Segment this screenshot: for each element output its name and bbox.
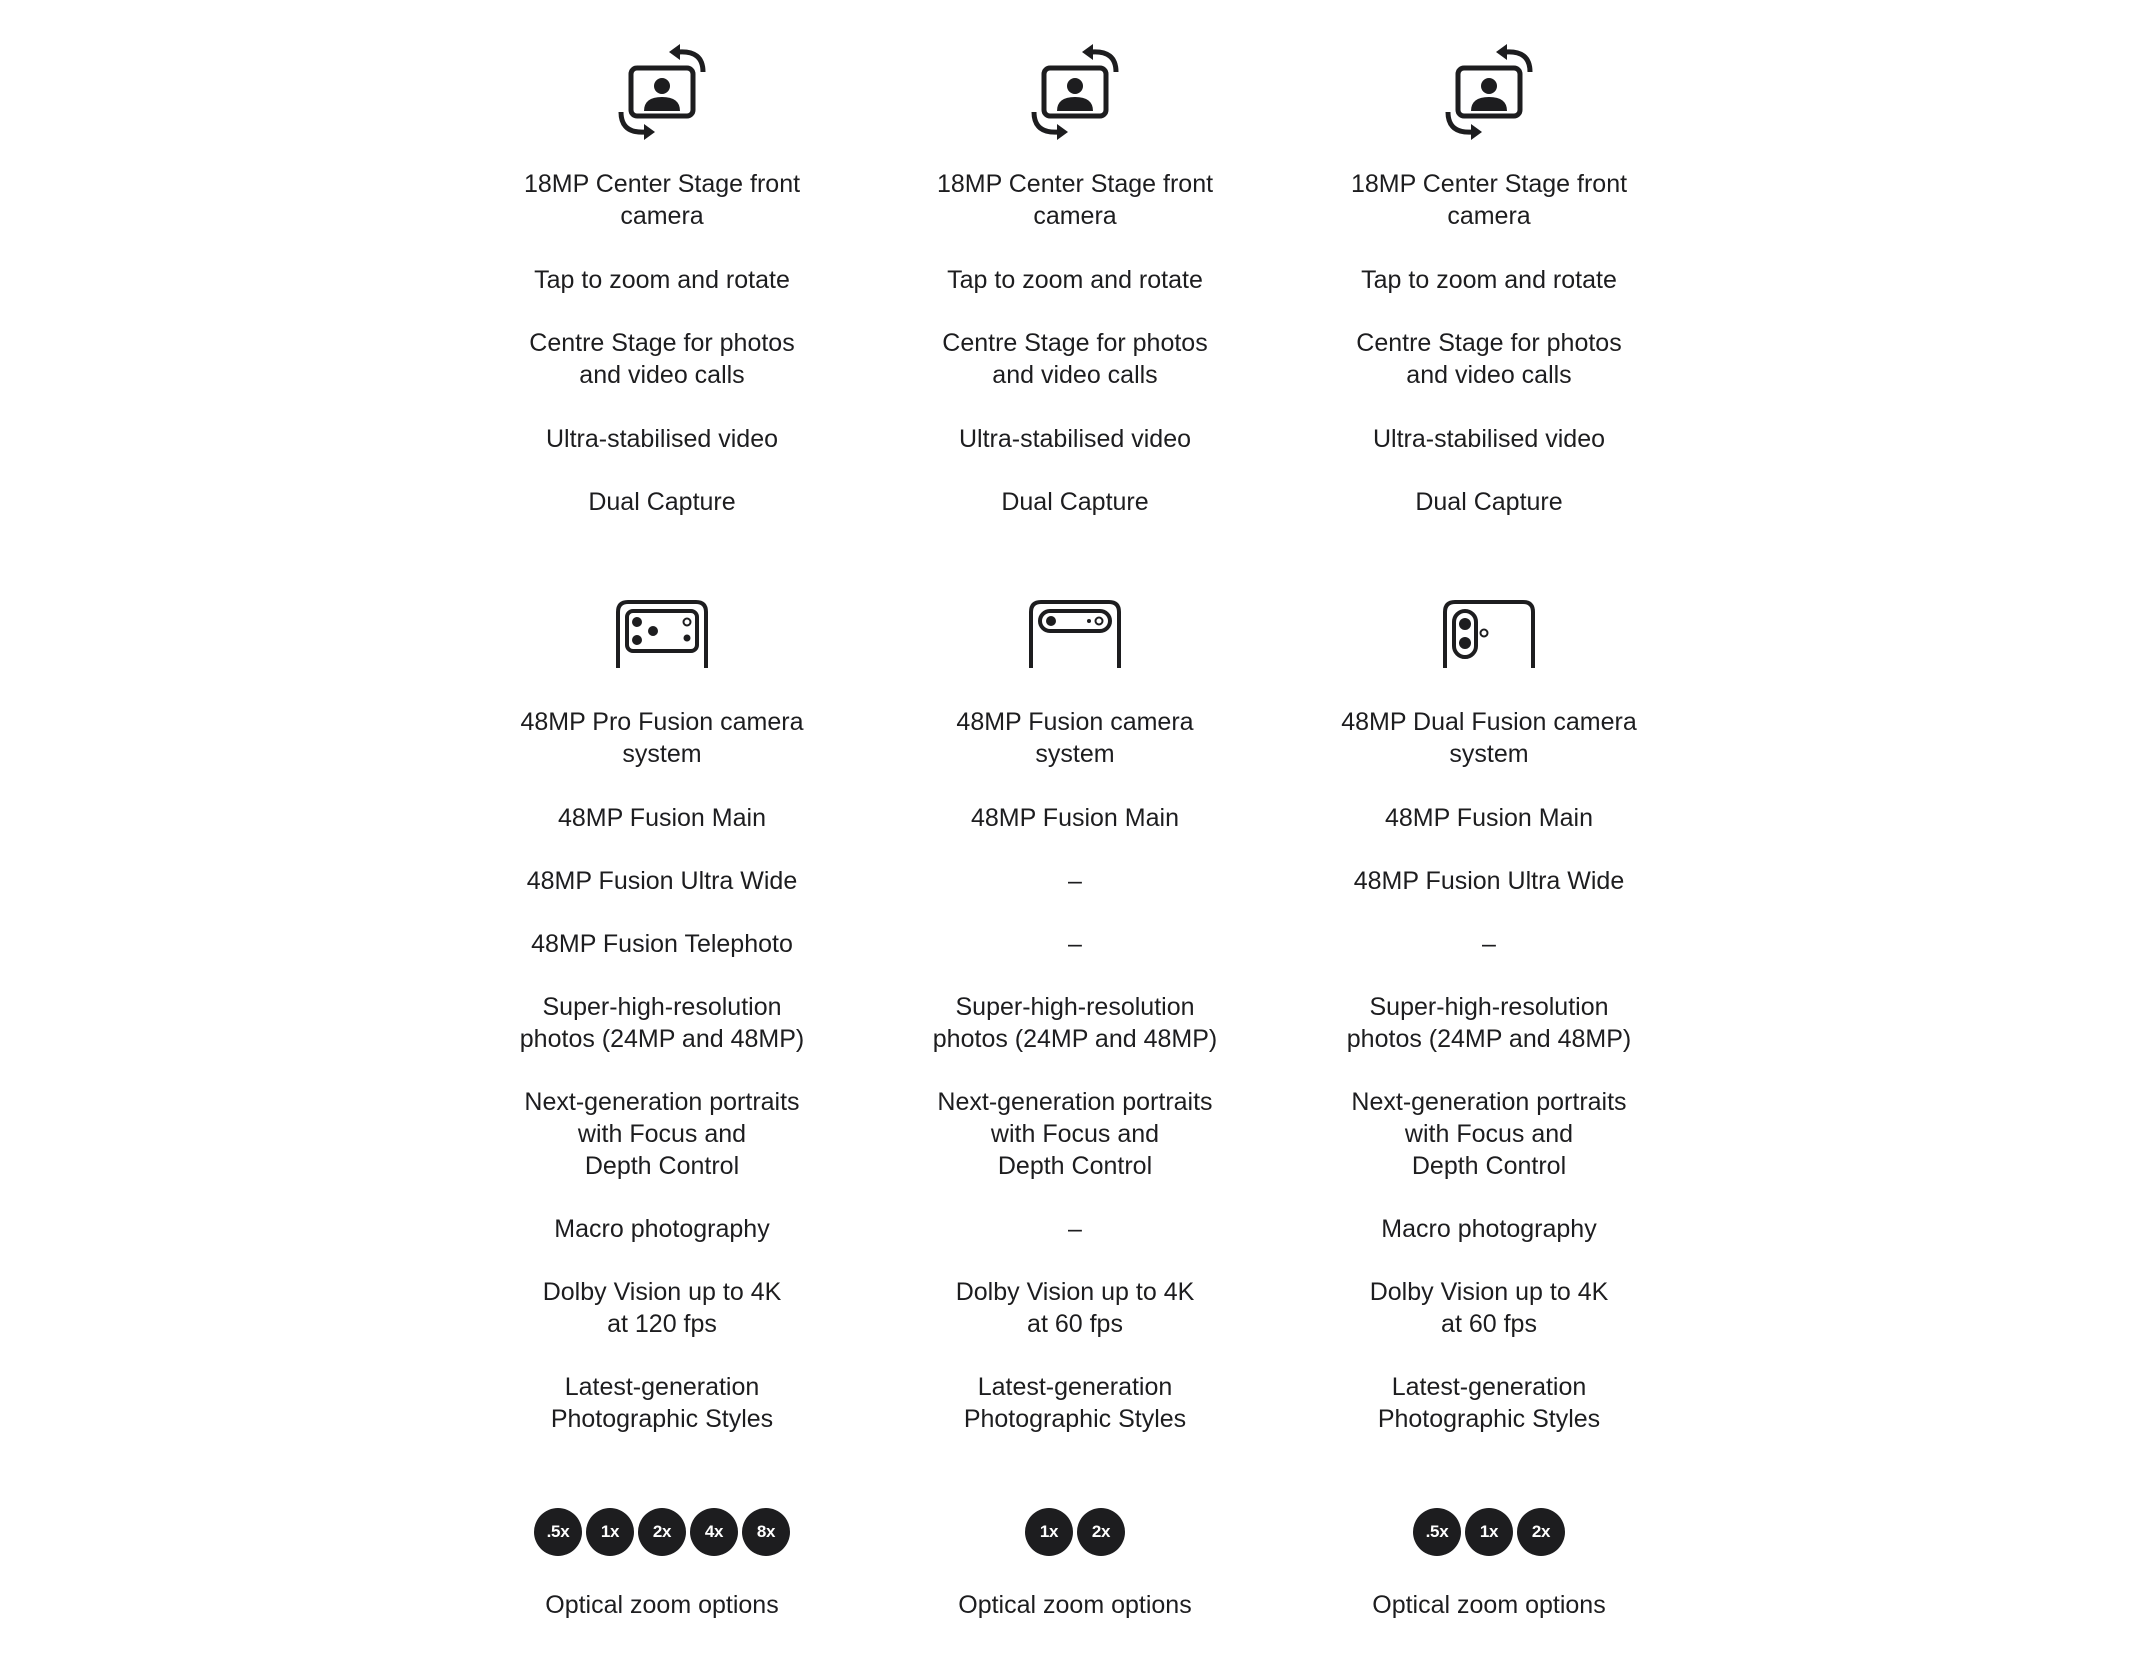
zoom-option: 2x — [638, 1508, 686, 1556]
rear-feature-macro: Macro photography — [1381, 1215, 1597, 1243]
zoom-options-label: Optical zoom options — [958, 1591, 1192, 1619]
rear-feature-macro: Macro photography — [554, 1215, 770, 1243]
front-feature-centre-stage: Centre Stage for photos and video calls — [942, 329, 1208, 389]
rear-feature-main: 48MP Fusion Main — [558, 804, 766, 832]
rear-feature-telephoto: – — [1068, 930, 1082, 958]
rear-feature-system: 48MP Pro Fusion camera system — [520, 708, 804, 768]
front-camera-rotate-icon — [614, 44, 710, 140]
rear-feature-styles: Latest-generation Photographic Styles — [963, 1373, 1187, 1433]
zoom-option: 2x — [1517, 1508, 1565, 1556]
front-feature-centre-stage: Centre Stage for photos and video calls — [529, 329, 795, 389]
front-feature-tap-zoom: Tap to zoom and rotate — [947, 266, 1203, 294]
zoom-option: 2x — [1077, 1508, 1125, 1556]
front-feature-resolution: 18MP Center Stage front camera — [523, 170, 801, 230]
front-camera-rotate-icon — [1027, 44, 1123, 140]
front-feature-stabilisation: Ultra-stabilised video — [958, 425, 1192, 453]
rear-feature-high-res: Super-high-resolution photos (24MP and 48MP) — [1346, 993, 1632, 1053]
zoom-option: 1x — [1465, 1508, 1513, 1556]
front-feature-stabilisation: Ultra-stabilised video — [1372, 425, 1606, 453]
rear-feature-macro: – — [1068, 1215, 1082, 1243]
front-feature-tap-zoom: Tap to zoom and rotate — [1361, 266, 1617, 294]
rear-feature-main: 48MP Fusion Main — [971, 804, 1179, 832]
front-feature-centre-stage: Centre Stage for photos and video calls — [1356, 329, 1622, 389]
rear-feature-high-res: Super-high-resolution photos (24MP and 48MP) — [519, 993, 805, 1053]
zoom-option: .5x — [1413, 1508, 1461, 1556]
zoom-options-label: Optical zoom options — [1372, 1591, 1606, 1619]
rear-feature-telephoto: – — [1482, 930, 1496, 958]
rear-feature-styles: Latest-generation Photographic Styles — [550, 1373, 774, 1433]
zoom-option: 1x — [1025, 1508, 1073, 1556]
zoom-option: 8x — [742, 1508, 790, 1556]
rear-feature-high-res: Super-high-resolution photos (24MP and 48MP) — [932, 993, 1218, 1053]
rear-feature-portraits: Next-generation portraits with Focus and Depth Control — [1351, 1088, 1627, 1180]
rear-feature-system: 48MP Fusion camera system — [956, 708, 1194, 768]
rear-feature-telephoto: 48MP Fusion Telephoto — [531, 930, 793, 958]
rear-feature-ultra-wide: – — [1068, 867, 1082, 895]
rear-feature-ultra-wide: 48MP Fusion Ultra Wide — [526, 867, 798, 895]
front-camera-rotate-icon — [1441, 44, 1537, 140]
zoom-option: 1x — [586, 1508, 634, 1556]
rear-feature-dolby-vision: Dolby Vision up to 4K at 60 fps — [955, 1278, 1195, 1338]
zoom-options-label: Optical zoom options — [545, 1591, 779, 1619]
zoom-options — [895, 1508, 1255, 1556]
rear-feature-system: 48MP Dual Fusion camera system — [1341, 708, 1637, 768]
rear-feature-styles: Latest-generation Photographic Styles — [1377, 1373, 1601, 1433]
zoom-options — [482, 1508, 842, 1556]
zoom-option: .5x — [534, 1508, 582, 1556]
front-feature-stabilisation: Ultra-stabilised video — [545, 425, 779, 453]
front-feature-resolution: 18MP Center Stage front camera — [936, 170, 1214, 230]
front-feature-dual-capture: Dual Capture — [588, 488, 736, 516]
rear-feature-dolby-vision: Dolby Vision up to 4K at 120 fps — [542, 1278, 782, 1338]
front-feature-dual-capture: Dual Capture — [1001, 488, 1149, 516]
dual-camera-icon — [1441, 598, 1537, 670]
front-feature-dual-capture: Dual Capture — [1415, 488, 1563, 516]
zoom-option: 4x — [690, 1508, 738, 1556]
rear-feature-dolby-vision: Dolby Vision up to 4K at 60 fps — [1369, 1278, 1609, 1338]
triple-camera-icon — [614, 598, 710, 670]
front-feature-tap-zoom: Tap to zoom and rotate — [534, 266, 790, 294]
front-feature-resolution: 18MP Center Stage front camera — [1350, 170, 1628, 230]
rear-feature-main: 48MP Fusion Main — [1385, 804, 1593, 832]
rear-feature-ultra-wide: 48MP Fusion Ultra Wide — [1353, 867, 1625, 895]
single-camera-bar-icon — [1027, 598, 1123, 670]
rear-feature-portraits: Next-generation portraits with Focus and Depth Control — [937, 1088, 1213, 1180]
zoom-options — [1309, 1508, 1669, 1556]
rear-feature-portraits: Next-generation portraits with Focus and Depth Control — [524, 1088, 800, 1180]
